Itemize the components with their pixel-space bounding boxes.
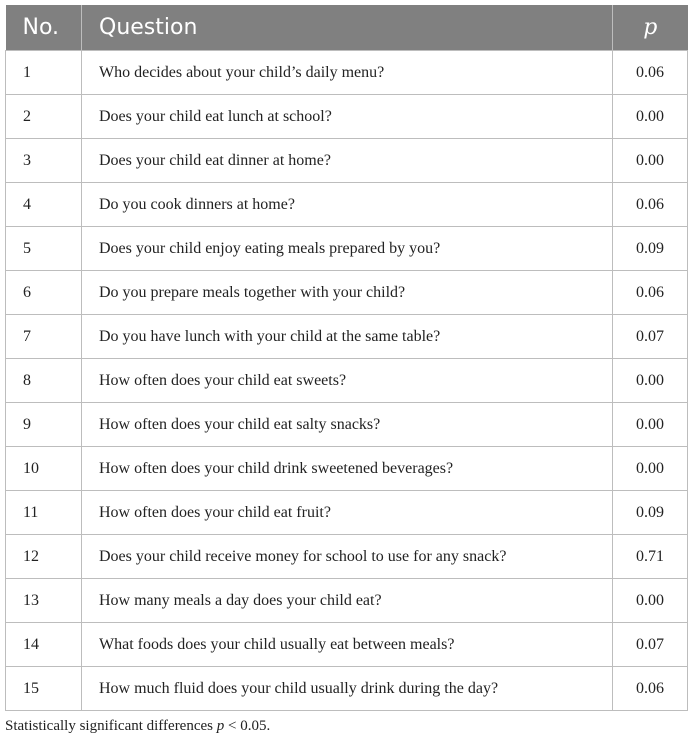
row-question: How often does your child drink sweetened beverages?: [82, 447, 613, 491]
row-question: Does your child eat dinner at home?: [82, 139, 613, 183]
row-p-value: 0.71: [613, 535, 688, 579]
table-row: [6, 139, 688, 183]
row-question: Does your child enjoy eating meals prepared by you?: [82, 227, 613, 271]
questionnaire-table: [5, 5, 688, 711]
row-question: How often does your child eat salty snacks?: [82, 403, 613, 447]
table-row: [6, 271, 688, 315]
header-question: Question: [82, 5, 613, 51]
table-row: [6, 623, 688, 667]
row-number: 2: [6, 95, 82, 139]
row-p-value: 0.06: [613, 271, 688, 315]
footnote-variable: p: [216, 718, 225, 734]
row-number: 8: [6, 359, 82, 403]
row-p-value: 0.06: [613, 183, 688, 227]
row-p-value: 0.06: [613, 667, 688, 711]
row-number: 9: [6, 403, 82, 447]
table-row: [6, 51, 688, 95]
row-question: Who decides about your child’s daily menu?: [82, 51, 613, 95]
row-question: What foods does your child usually eat between meals?: [82, 623, 613, 667]
row-number: 4: [6, 183, 82, 227]
row-p-value: 0.07: [613, 623, 688, 667]
table-row: [6, 403, 688, 447]
row-p-value: 0.07: [613, 315, 688, 359]
table-body: [6, 51, 688, 711]
table-row: [6, 95, 688, 139]
footnote-prefix: Statistically significant differences: [5, 718, 217, 734]
row-number: 3: [6, 139, 82, 183]
row-question: How many meals a day does your child eat?: [82, 579, 613, 623]
row-question: Does your child receive money for school to use for any snack?: [82, 535, 613, 579]
footnote: [5, 718, 270, 735]
row-question: Do you cook dinners at home?: [82, 183, 613, 227]
row-question: How often does your child eat sweets?: [82, 359, 613, 403]
table-row: [6, 579, 688, 623]
table-row: [6, 227, 688, 271]
row-number: 13: [6, 579, 82, 623]
table-row: [6, 491, 688, 535]
table-row: [6, 535, 688, 579]
row-p-value: 0.00: [613, 359, 688, 403]
row-number: 6: [6, 271, 82, 315]
row-number: 10: [6, 447, 82, 491]
table-header: [6, 5, 688, 51]
row-question: How much fluid does your child usually drink during the day?: [82, 667, 613, 711]
row-p-value: 0.09: [613, 227, 688, 271]
row-number: 5: [6, 227, 82, 271]
footnote-suffix: < 0.05.: [224, 718, 271, 734]
table-row: [6, 359, 688, 403]
row-p-value: 0.00: [613, 447, 688, 491]
row-question: Do you prepare meals together with your child?: [82, 271, 613, 315]
questionnaire-table-container: [5, 5, 687, 711]
row-p-value: 0.06: [613, 51, 688, 95]
header-row: [6, 5, 688, 51]
row-number: 15: [6, 667, 82, 711]
table-row: [6, 183, 688, 227]
row-p-value: 0.00: [613, 95, 688, 139]
header-p-value: p: [613, 5, 688, 51]
row-number: 7: [6, 315, 82, 359]
table-row: [6, 315, 688, 359]
row-number: 12: [6, 535, 82, 579]
table-row: [6, 667, 688, 711]
row-question: Do you have lunch with your child at the same table?: [82, 315, 613, 359]
row-p-value: 0.00: [613, 139, 688, 183]
row-question: How often does your child eat fruit?: [82, 491, 613, 535]
row-question: Does your child eat lunch at school?: [82, 95, 613, 139]
row-p-value: 0.09: [613, 491, 688, 535]
row-number: 14: [6, 623, 82, 667]
row-number: 11: [6, 491, 82, 535]
row-number: 1: [6, 51, 82, 95]
row-p-value: 0.00: [613, 579, 688, 623]
header-no: No.: [6, 5, 82, 51]
row-p-value: 0.00: [613, 403, 688, 447]
table-row: [6, 447, 688, 491]
